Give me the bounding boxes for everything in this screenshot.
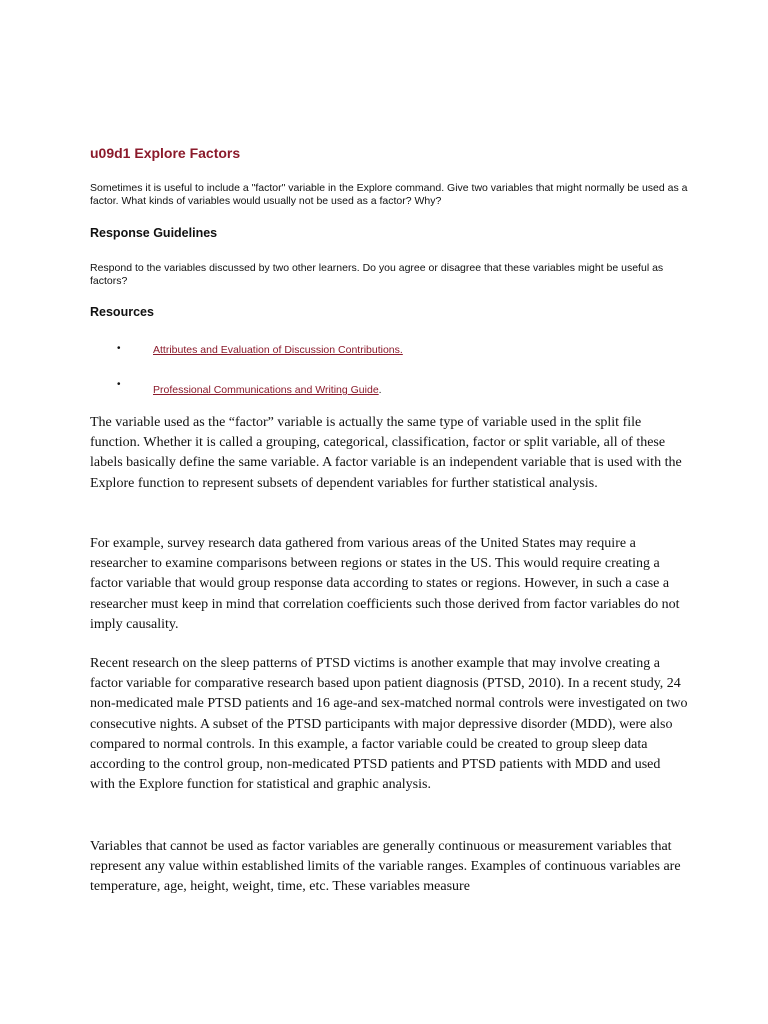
response-guidelines-text: Respond to the variables discussed by two other learners. Do you agree or disagree that these variables might be useful as factors? — [90, 262, 664, 287]
response-guidelines-heading: Response Guidelines — [90, 226, 218, 240]
body-paragraph: The variable used as the “factor” variable is actually the same type of variable used in the split file function. Whether it is called a grouping, categorical, classification, factor or split variable, all of these labels basically define the same variable. A factor variable is an independent variable that is used with the Explore function to represent subsets of dependent variables for further statistical analysis. — [90, 415, 682, 491]
list-bullet: • — [117, 379, 121, 390]
page-title: u09d1 Explore Factors — [90, 145, 241, 161]
body-paragraph: Variables that cannot be used as factor variables are generally continuous or measurement variables that represent any value within established limits of the variable ranges. Examples of continuous variables are temperature, age, height, weight, time, etc. These variables measure — [90, 839, 681, 895]
resource-link-writing-guide[interactable]: Professional Communications and Writing Guide — [153, 384, 379, 396]
resource-link-discussion-contributions[interactable]: Attributes and Evaluation of Discussion Contributions. — [153, 344, 403, 356]
body-paragraph: For example, survey research data gathered from various areas of the United States may require a researcher to examine comparisons between regions or states in the US. This would require creating a factor variable that would group response data according to states or regions. However, in such a case a researcher must keep in mind that correlation coefficients such those derived from factor variables do not imply causality. — [90, 536, 680, 632]
resource-trailing-period: . — [378, 384, 382, 396]
discussion-prompt: Sometimes it is useful to include a "factor" variable in the Explore command. Give two variables that might normally be used as a factor. What kinds of variables would usually not be used as a factor? Why? — [90, 182, 688, 207]
resources-heading: Resources — [90, 305, 154, 319]
resource-item — [153, 380, 382, 398]
list-bullet: • — [117, 343, 121, 354]
body-paragraph: Recent research on the sleep patterns of PTSD victims is another example that may involve creating a factor variable for comparative research based upon patient diagnosis (PTSD, 2010). In a recent study, 24 non-medicated male PTSD patients and 16 age-and sex-matched normal controls were investigated on two consecutive nights. A subset of the PTSD participants with major depressive disorder (MDD), were also compared to normal controls. In this example, a factor variable could be created to group sleep data according to the control group, non-medicated PTSD patients and PTSD patients with MDD and used with the Explore function for statistical and graphic analysis. — [90, 656, 688, 793]
